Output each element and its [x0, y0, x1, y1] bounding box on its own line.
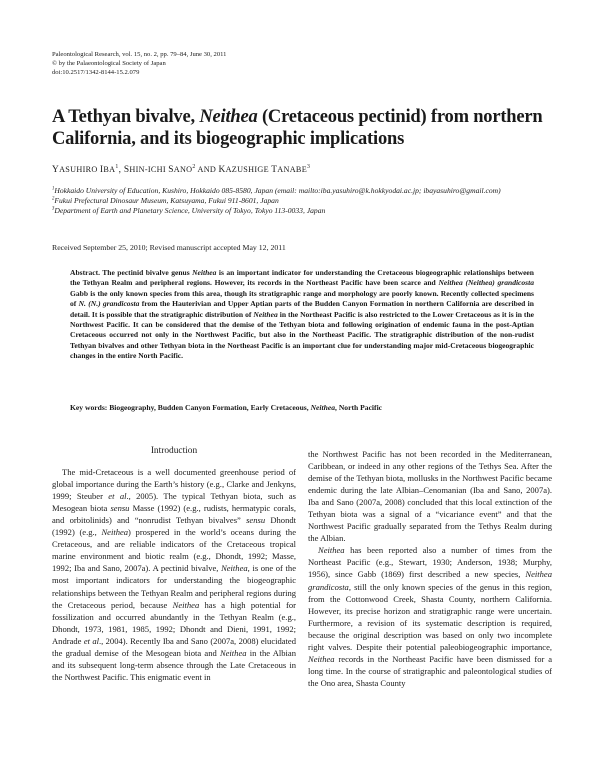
title-genus: Neithea — [199, 107, 258, 127]
doi: doi:10.2517/1342-8144-15.2.079 — [52, 69, 140, 76]
intro-paragraph-1-continued: the Northwest Pacific has not been recorded in the Mediterranean, Caribbean, or indeed in any other regions of the Tethys Sea. After the demise of the Tethyan biota, mollusks in the Northwest Pacific became endemic during the late Albian–Cenomanian (Iba and Sano, 2007a). Iba and Sano (2007a, 2008) concluded that this local extinction of the Tethyan biota was a signal of a “vicariance event” and that the Northwest Pacific gradually separated from the Tethys Realm during the Albian. — [308, 449, 552, 544]
right-column — [308, 448, 552, 689]
section-heading-introduction: Introduction — [150, 446, 198, 456]
affiliation-3: $^3$Department of Earth and Planetary Science, University of Tokyo, Tokyo 113-0033, Japan — [52, 206, 326, 216]
keywords-label: Key words: — [70, 403, 108, 412]
paper-title: A Tethyan bivalve, Neithea (Cretaceous pectinid) from northern California, and its biogeographic implications — [52, 107, 543, 149]
abstract: Abstract. The pectinid bivalve genus Neithea is an important indicator for understanding the Cretaceous biogeographic relationships between the Tethyan Realm and peripheral regions. However, its records in the Northeast Pacific have been scarce and Neithea (Neithea) grandicosta Gabb is the only known species from this area, though its stratigraphic range and morphology are poorly known. Recently collected specimens of N. (N.) grandicosta from the Hauterivian and Upper Aptian parts of the Budden Canyon Formation in northern California are described in detail. It is possible that the stratigraphic distribution of Neithea in the Northeast Pacific is also restricted to the Lower Cretaceous as it is in the Northwest Pacific. It can be considered that the demise of the Tethyan biota and following origination of endemic fauna in the post-Aptian Cretaceous occurred not only in the Northwest Pacific, but also in the Northeast Pacific. The stratigraphic distribution of the non-rudist Tethyan bivalves and other Tethyan biota in the Northeast Pacific is an important clue for understanding major mid-Cretaceous biogeographic changes in the entire North Pacific. — [70, 268, 534, 361]
affiliation-1: $^1$Hokkaido University of Education, Kushiro, Hokkaido 085-8580, Japan (email: mailto:iba.yasuhiro@k.hokkyodai.ac.jp; ibayasuhiro@gmail.com) — [52, 186, 501, 195]
copyright-notice: © by the Palaeontological Society of Japan — [52, 60, 166, 67]
author-list: YASUHIRO IBA$^1$, SHIN-ICHI SANO$^2$ AND KAZUSHIGE TANABE$^3$ — [52, 163, 311, 175]
journal-header — [52, 50, 552, 77]
left-column — [52, 445, 296, 683]
received-dates: Received September 25, 2010; Revised manuscript accepted May 12, 2011 — [52, 243, 286, 252]
abstract-label: Abstract. — [70, 268, 100, 277]
intro-paragraph-2: Neithea has been reported also a number of times from the Northeast Pacific (e.g., Stewart, 1930; Anderson, 1938; Murphy, 1956), since Gabb (1869) first described a new species, Neithea grandicosta, still the only known species of the genus in this region, from the Cottonwood Creek, Shasta County, northern California. However, its precise horizon and stratigraphic range were uncertain. Furthermore, a revision of its systematic description is required, because the original description was based on only two incomplete right valves. Despite their potential paleobiogeographic importance, Neithea records in the Northeast Pacific have been dismissed for a long time. In the course of stratigraphic and paleontological studies of the Ono area, Shasta County — [308, 545, 552, 688]
intro-paragraph-1: The mid-Cretaceous is a well documented greenhouse period of global importance during the Earth’s history (e.g., Clarke and Jenkyns, 1999; Steuber et al., 2005). The typical Tethyan biota, such as Mesogean biota sensu Masse (1992) (e.g., rudists, hermatypic corals, and orbitolinids) and “nonrudist Tethyan bivalves” sensu Dhondt (1992) (e.g., Neithea) prospered in the world’s oceans during the Cretaceous, and are reliable indicators of the Cretaceous tropical marine environment and biotic realm (e.g., Dhondt, 1992; Masse, 1992; Iba and Sano, 2007a). A pectinid bivalve, Neithea, is one of the most important indicators for understanding the biogeographic relationships between the Tethyan Realm and peripheral regions during the Cretaceous period, because Neithea has a high potential for fossilization and occurred abundantly in the Tethyan Realm (e.g., Dhondt, 1973, 1981, 1985, 1992; Dhondt and Dieni, 1991, 1992; Andrade et al., 2004). Recently Iba and Sano (2007a, 2008) elucidated the gradual demise of the Mesogean biota and Neithea in the Albian and its subsequent long-term absence through the Late Cretaceous in the Northwest Pacific. This enigmatic event in — [52, 467, 296, 682]
journal-citation: Paleontological Research, vol. 15, no. 2, pp. 79–84, June 30, 2011 — [52, 51, 227, 58]
affiliations — [52, 186, 552, 217]
keywords: Key words: Biogeography, Budden Canyon Formation, Early Cretaceous, Neithea, North Pacific — [70, 403, 383, 412]
affiliation-2: $^2$Fukui Prefectural Dinosaur Museum, Katsuyama, Fukui 911-8601, Japan — [52, 196, 279, 206]
